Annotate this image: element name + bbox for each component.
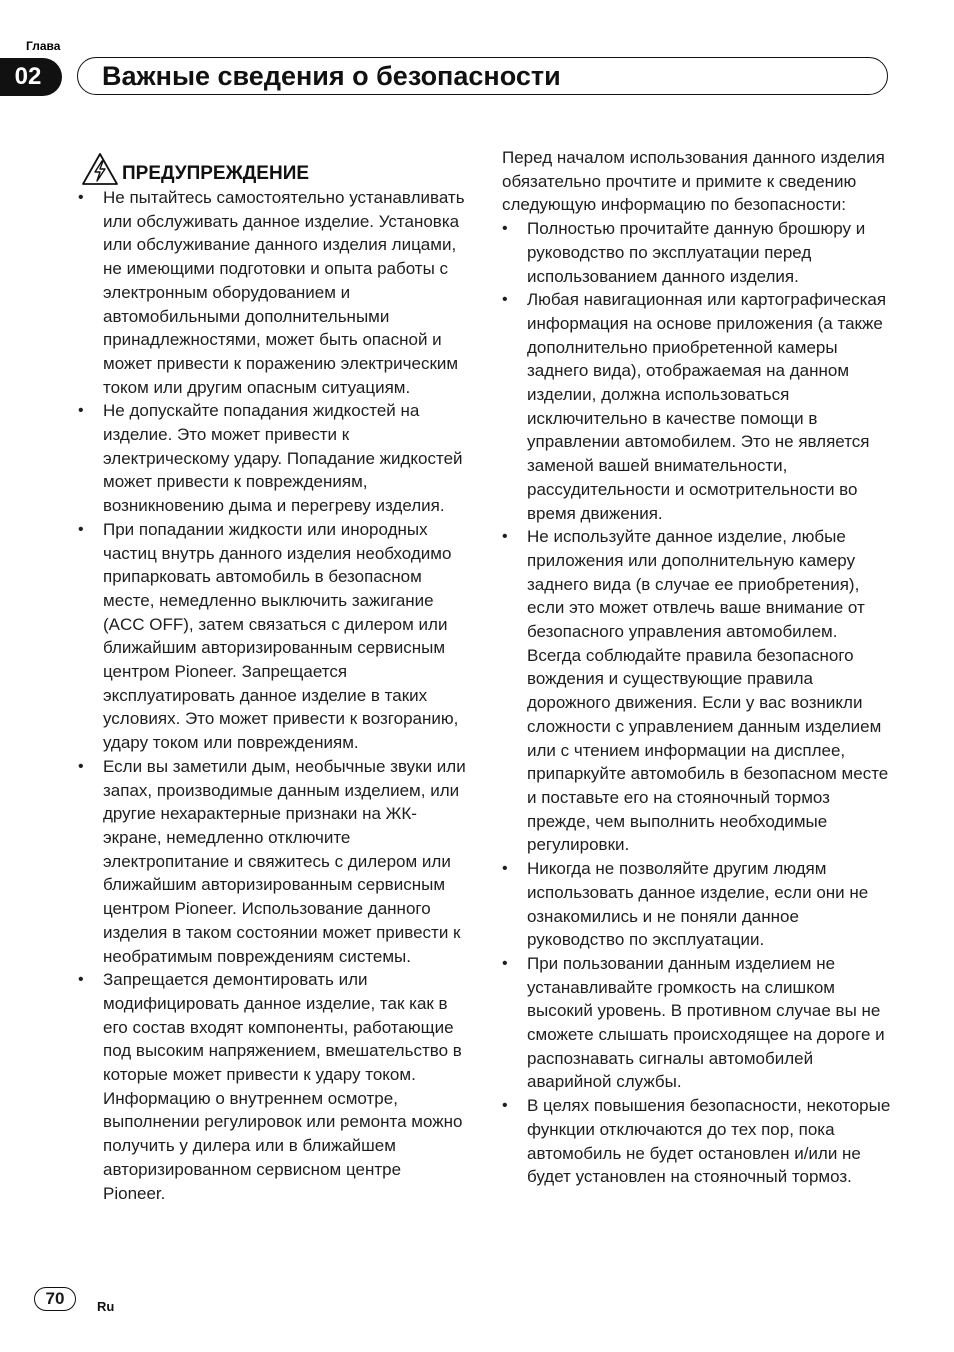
safety-list bbox=[502, 217, 894, 1189]
bullet-icon: • bbox=[502, 291, 508, 309]
list-item bbox=[502, 217, 894, 288]
list-item-text: Если вы заметили дым, необычные звуки или запах, производимые данным изделием, или другие нехарактерные признаки на ЖК-экране, немедленно отключите электропитание и свяжитесь с дилером или ближайшим авторизированным сервисным центром Pioneer. Использование данного изделия в таком состоянии может привести к необратимым повреждениям системы. bbox=[103, 756, 466, 966]
right-column bbox=[502, 146, 894, 1189]
page-number: 70 bbox=[34, 1287, 76, 1311]
list-item bbox=[502, 288, 894, 525]
bullet-icon: • bbox=[502, 954, 508, 972]
language-code: Ru bbox=[97, 1299, 115, 1314]
list-item bbox=[502, 1094, 894, 1189]
list-item-text: Не пытайтесь самостоятельно устанавливать или обслуживать данное изделие. Установка или обслуживание данного изделия лицами, не имеющими подготовки и опыта работы с электронным оборудованием и автомобильными дополнительными принадлежностями, может быть опасной и может привести к поражению электрическим током или другим опасным ситуациям. bbox=[103, 188, 465, 397]
list-item bbox=[78, 186, 468, 399]
bullet-icon: • bbox=[502, 220, 508, 238]
list-item bbox=[78, 399, 468, 518]
list-item bbox=[502, 857, 894, 952]
chapter-label: Глава bbox=[26, 39, 61, 53]
bullet-icon: • bbox=[502, 860, 508, 878]
warning-list bbox=[78, 186, 468, 1205]
bullet-icon: • bbox=[78, 520, 84, 538]
left-column bbox=[78, 146, 468, 1205]
list-item-text: В целях повышения безопасности, некоторые функции отключаются до тех пор, пока автомобиль не будет остановлен и/или не будет установлен на стояночный тормоз. bbox=[527, 1096, 891, 1187]
bullet-icon: • bbox=[78, 971, 84, 989]
list-item bbox=[78, 755, 468, 968]
list-item-text: Полностью прочитайте данную брошюру и руководство по эксплуатации перед использованием данного изделия. bbox=[527, 219, 866, 286]
list-item bbox=[502, 525, 894, 857]
list-item-text: Никогда не позволяйте другим людям использовать данное изделие, если они не ознакомились и не поняли данное руководство по эксплуатации. bbox=[527, 859, 869, 950]
warning-heading bbox=[78, 146, 468, 186]
list-item-text: Не используйте данное изделие, любые приложения или дополнительную камеру заднего вида (в случае ее приобретения), если это может отвлечь ваше внимание от безопасного управления автомобилем. Всегда соблюдайте правила безопасного вождения и существующие правила дорожного движения. Если у вас возникли сложности с управлением данным изделием или с чтением информации на дисплее, припаркуйте автомобиль в безопасном месте и поставьте его на стояночный тормоз прежде, чем выполнить необходимые регулировки. bbox=[527, 527, 889, 855]
list-item-text: Любая навигационная или картографическая информация на основе приложения (а также дополнительно приобретенной камеры заднего вида), отображаемая на данном изделии, должна использоваться исключительно в качестве помощи в управлении автомобилем. Это не является заменой вашей внимательности, рассудительности и осмотрительности во время движения. bbox=[527, 290, 887, 523]
warning-heading-text: ПРЕДУПРЕЖДЕНИЕ bbox=[122, 163, 310, 185]
list-item-text: Запрещается демонтировать или модифицировать данное изделие, так как в его состав входят компоненты, работающие под высоким напряжением, вмешательство в которые может привести к удару током. Информацию о внутреннем осмотре, выполнении регулировок или ремонта можно получить у дилера или в ближайшем авторизированном сервисном центре Pioneer. bbox=[103, 970, 463, 1203]
bullet-icon: • bbox=[502, 1097, 508, 1115]
chapter-number-badge: 02 bbox=[0, 58, 62, 96]
chapter-title-box bbox=[77, 57, 888, 95]
bullet-icon: • bbox=[502, 528, 508, 546]
page-title: Важные сведения о безопасности bbox=[102, 61, 561, 91]
list-item bbox=[502, 952, 894, 1094]
list-item bbox=[78, 968, 468, 1205]
bullet-icon: • bbox=[78, 402, 84, 420]
bullet-icon: • bbox=[78, 189, 84, 206]
list-item-text: При пользовании данным изделием не устанавливайте громкость на слишком высокий уровень. В противном случае вы не сможете слышать происходящее на дороге и распознавать сигналы автомобилей аварийной службы. bbox=[527, 953, 885, 1092]
intro-paragraph: Перед началом использования данного изделия обязательно прочтите и примите к сведению следующую информацию по безопасности: bbox=[502, 148, 885, 215]
list-item bbox=[78, 518, 468, 755]
bullet-icon: • bbox=[78, 757, 84, 775]
list-item-text: При попадании жидкости или инородных частиц внутрь данного изделия необходимо припарковать автомобиль в безопасном месте, немедленно выключить зажигание (ACC OFF), затем связаться с дилером или ближайшим авторизированным сервисным центром Pioneer. Запрещается эксплуатировать данное изделие в таких условиях. Это может привести к возгоранию, удару током или повреждениям. bbox=[103, 519, 459, 753]
lightning-warning-icon bbox=[81, 152, 119, 186]
list-item-text: Не допускайте попадания жидкостей на изделие. Это может привести к электрическому удару. Попадание жидкостей может привести к повреждениям, возникновению дыма и перегреву изделия. bbox=[103, 401, 463, 516]
